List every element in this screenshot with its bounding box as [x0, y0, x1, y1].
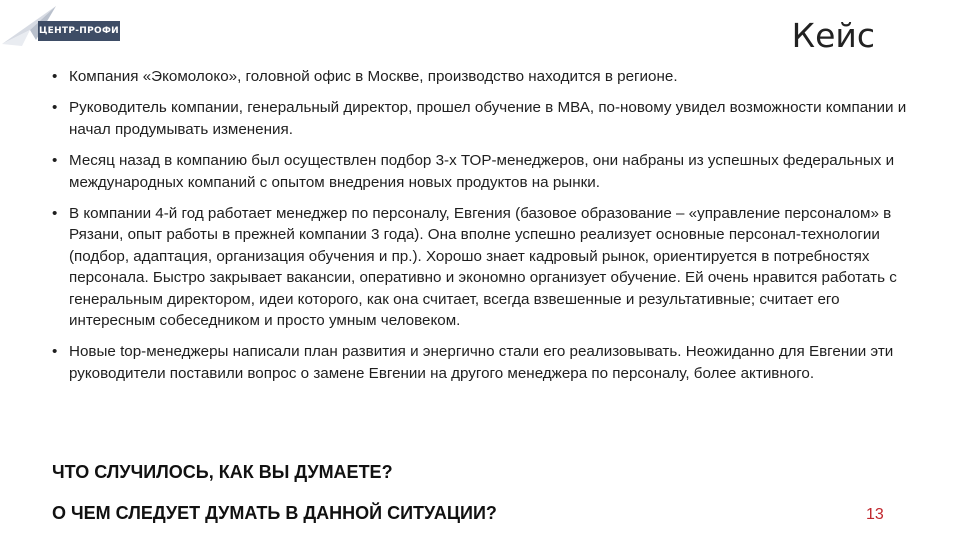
list-item-text: Руководитель компании, генеральный директор, прошел обучение в МВА, по-новому увидел возможности компании и начал продумывать изменения. — [69, 99, 907, 138]
bullet-list — [52, 66, 920, 394]
list-item-text: Новые top-менеджеры написали план развития и энергично стали его реализовывать. Неожиданно для Евгении эти руководители поставили вопрос о замене Евгении на другого менеджера по персоналу, более активного. — [69, 343, 894, 382]
list-item — [52, 150, 920, 193]
list-item-text: В компании 4-й год работает менеджер по персоналу, Евгения (базовое образование – «управление персоналом» в Рязани, опыт работы в прежней компании 3 года). Она вполне успешно реализует основные персонал-технологии (подбор, адаптация, организация обучения и пр.). Хорошо знает кадровый рынок, ориентируется в потребностях персонала. Быстро закрывает вакансии, оперативно и экономно организует обучение. Ей очень нравится работать с генеральным директором, идеи которого, как она считает, всегда взвешенные и результативные; считает его интересным собеседником и просто умным человеком. — [69, 205, 897, 330]
list-item-text: Компания «Экомолоко», головной офис в Москве, производство находится в регионе. — [69, 68, 678, 85]
bullet-icon: • — [52, 68, 58, 85]
question-what-happened: ЧТО СЛУЧИЛОСЬ, КАК ВЫ ДУМАЕТЕ? — [52, 462, 393, 482]
slide-title: Кейс — [791, 16, 875, 55]
list-item — [52, 203, 920, 331]
list-item-text: Месяц назад в компанию был осуществлен подбор 3-х ТОР-менеджеров, они набраны из успешных федеральных и международных компаний с опытом внедрения новых продуктов на рынки. — [69, 152, 895, 191]
bullet-icon: • — [52, 152, 58, 170]
company-logo — [0, 0, 122, 50]
page-number: 13 — [866, 506, 884, 523]
list-item — [52, 97, 920, 140]
bullet-icon: • — [52, 99, 58, 117]
bullet-icon: • — [52, 343, 58, 361]
logo-text: ЦЕНТР-ПРОФИ — [38, 21, 120, 41]
list-item — [52, 341, 920, 384]
question-what-to-think: О ЧЕМ СЛЕДУЕТ ДУМАТЬ В ДАННОЙ СИТУАЦИИ? — [52, 503, 497, 523]
list-item — [52, 66, 920, 87]
bullet-icon: • — [52, 205, 58, 223]
